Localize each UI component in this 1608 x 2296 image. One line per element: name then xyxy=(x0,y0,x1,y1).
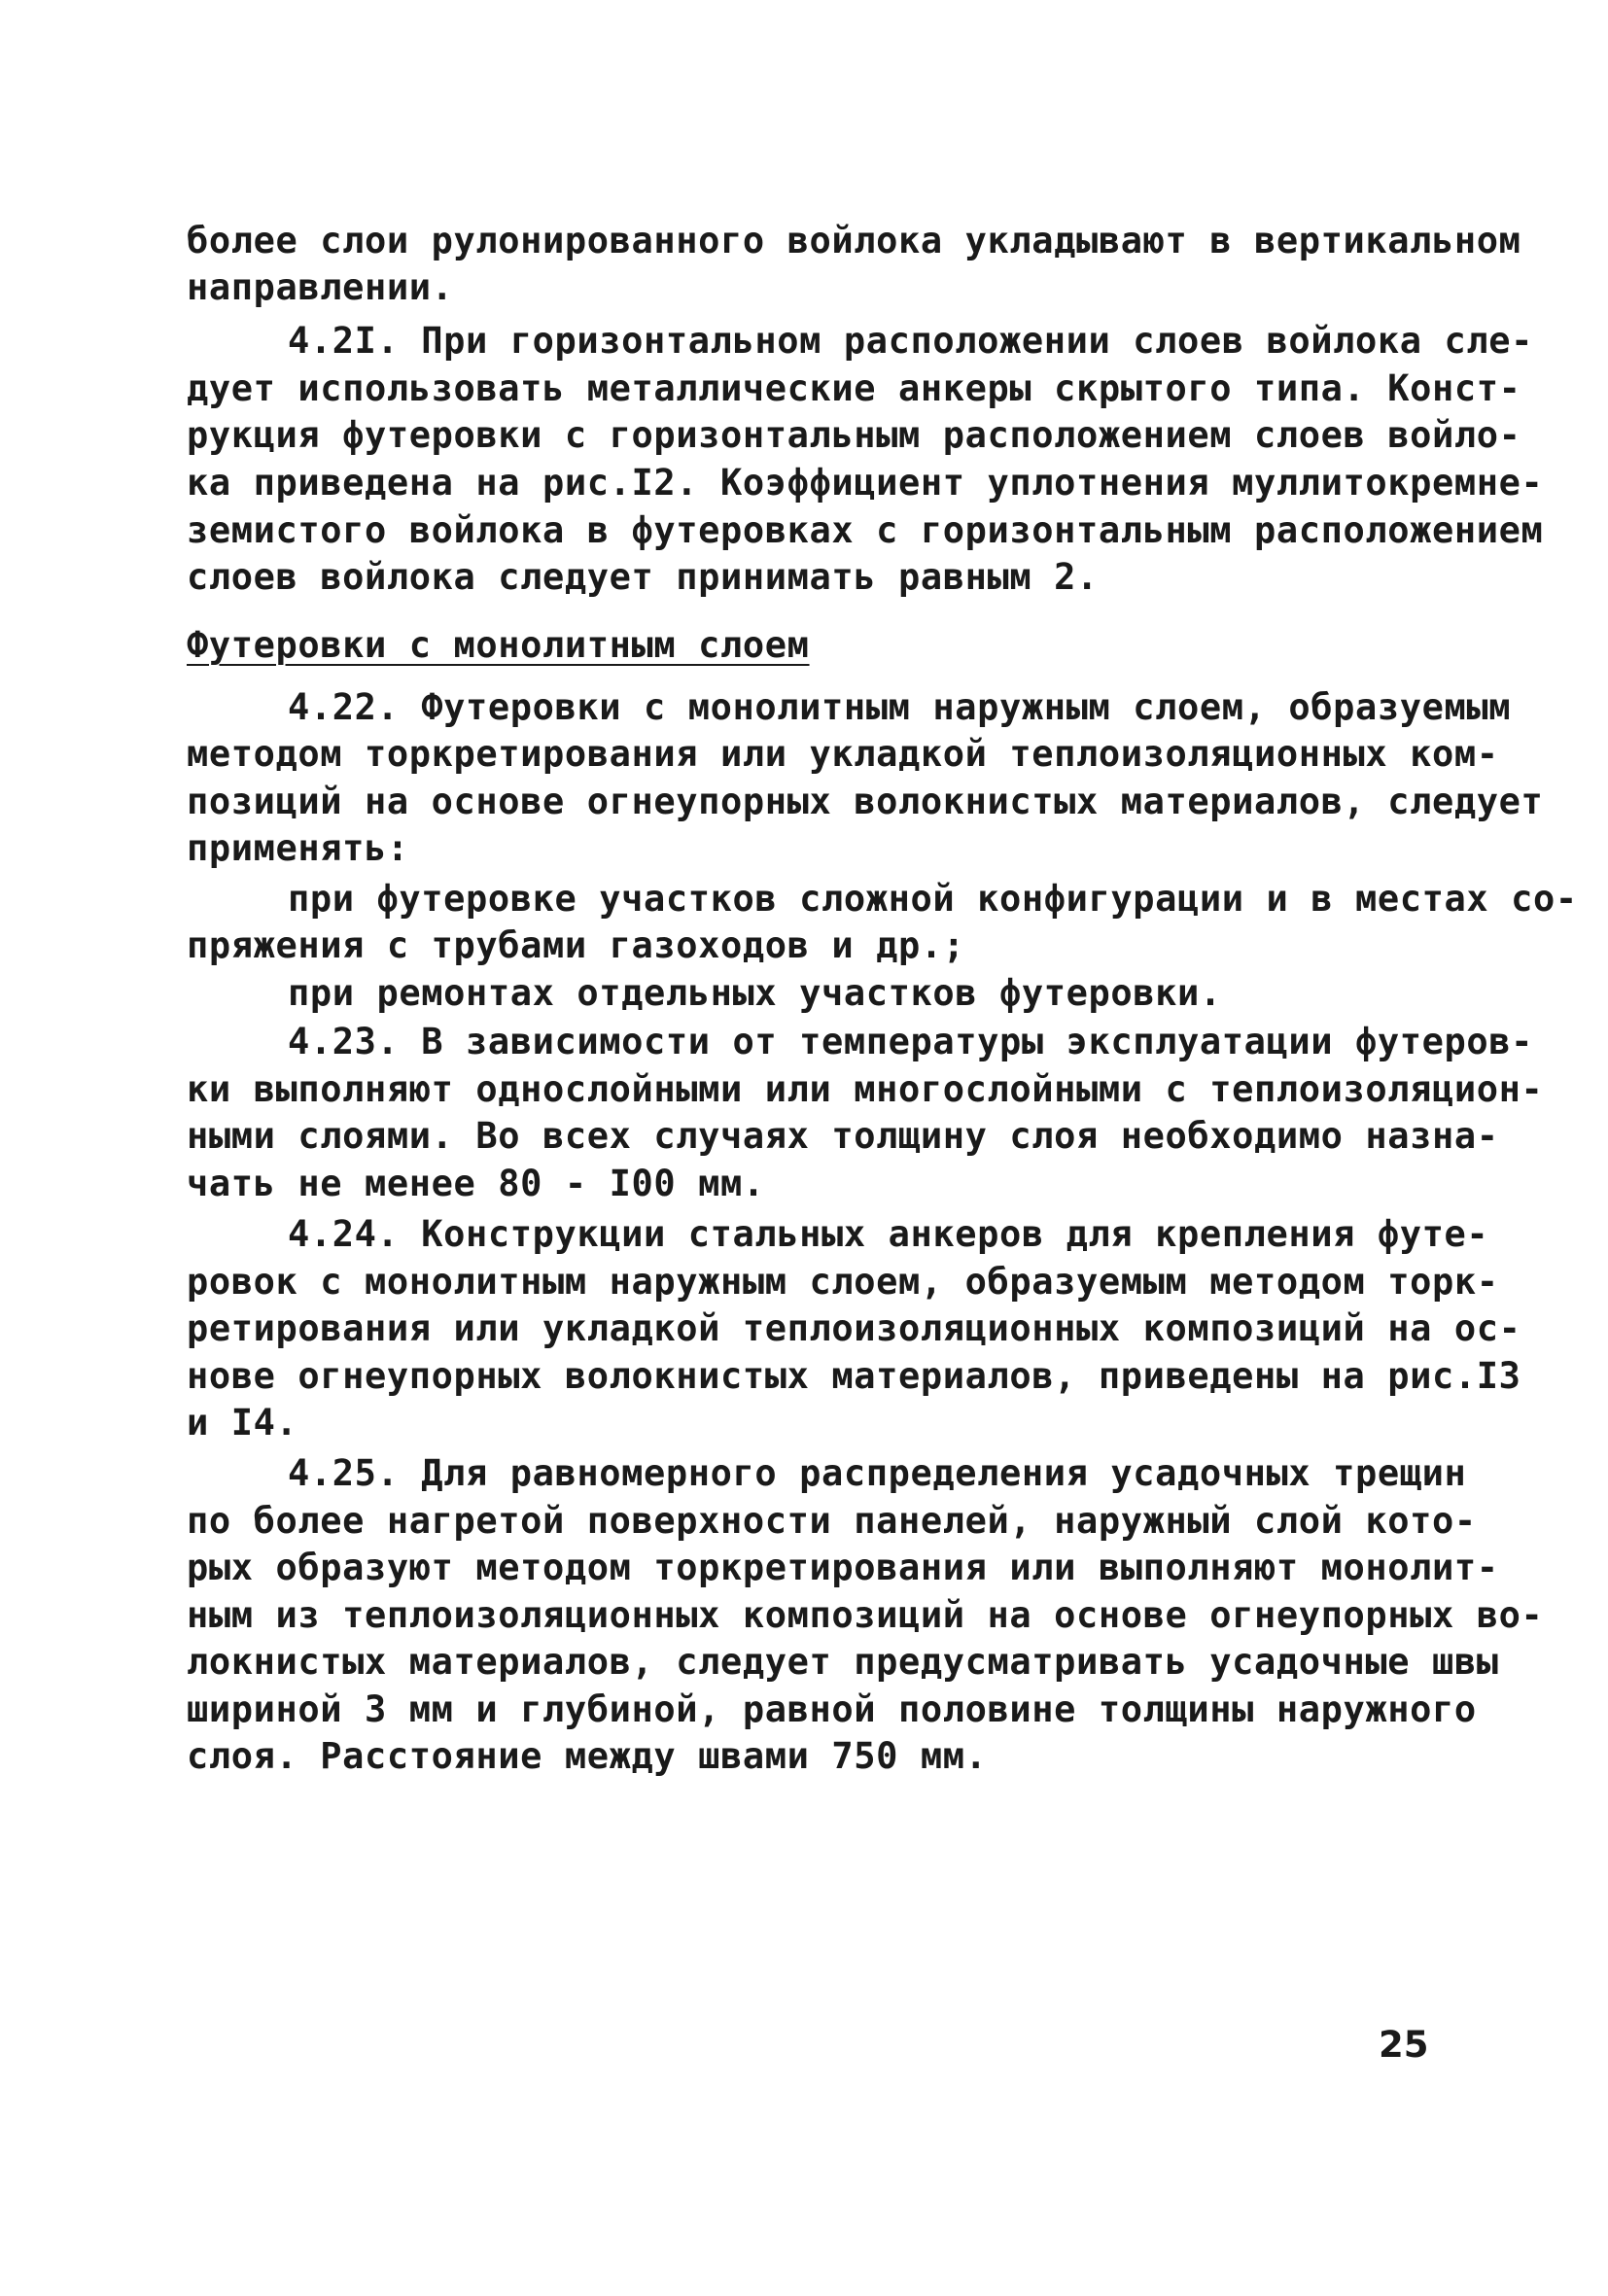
paragraph-4-22: 4.22. Футеровки с монолитным наружным слоем, образуемым xyxy=(288,686,1512,728)
text-line: применять: xyxy=(187,827,409,869)
text-line: ретирования или укладкой теплоизоляционных композиций на ос- xyxy=(187,1307,1521,1349)
text-line: пряжения с трубами газоходов и др.; xyxy=(187,924,965,966)
text-line: нове огнеупорных волокнистых материалов, приведены на рис.I3 xyxy=(187,1355,1521,1397)
page-number: 25 xyxy=(1379,2024,1429,2066)
text-line: и I4. xyxy=(187,1402,298,1444)
text-line: более слои рулонированного войлока укладывают в вертикальном xyxy=(187,220,1521,261)
text-line: слоев войлока следует принимать равным 2. xyxy=(187,556,1099,598)
list-item: при ремонтах отдельных участков футеровки. xyxy=(288,972,1222,1014)
text-line: земистого войлока в футеровках с горизонтальным расположением xyxy=(187,509,1544,551)
paragraph-4-23: 4.23. В зависимости от температуры эксплуатации футеров- xyxy=(288,1021,1534,1062)
text-line: ки выполняют однослойными или многослойными с теплоизоляцион- xyxy=(187,1068,1544,1110)
text-line: по более нагретой поверхности панелей, наружный слой кото- xyxy=(187,1500,1477,1542)
text-line: чать не менее 80 - I00 мм. xyxy=(187,1163,765,1204)
text-line: ным из теплоизоляционных композиций на основе огнеупорных во- xyxy=(187,1594,1544,1636)
text-line: ровок с монолитным наружным слоем, образуемым методом торк- xyxy=(187,1261,1499,1303)
text-line: ка приведена на рис.I2. Коэффициент уплотнения муллитокремне- xyxy=(187,462,1544,504)
text-line: дует использовать металлические анкеры скрытого типа. Конст- xyxy=(187,367,1521,409)
text-line: позиций на основе огнеупорных волокнистых материалов, следует xyxy=(187,781,1544,822)
text-line: методом торкретирования или укладкой теплоизоляционных ком- xyxy=(187,733,1499,775)
text-line: рых образуют методом торкретирования или выполняют монолит- xyxy=(187,1547,1499,1588)
text-line: ными слоями. Во всех случаях толщину слоя необходимо назна- xyxy=(187,1115,1499,1157)
list-item: при футеровке участков сложной конфигурации и в местах со- xyxy=(288,878,1578,920)
text-line: шириной 3 мм и глубиной, равной половине толщины наружного xyxy=(187,1688,1477,1730)
paragraph-4-21: 4.2I. При горизонтальном расположении слоев войлока сле- xyxy=(288,320,1534,362)
text-line: направлении. xyxy=(187,266,454,308)
text-line: слоя. Расстояние между швами 750 мм. xyxy=(187,1735,988,1777)
text-line: локнистых материалов, следует предусматривать усадочные швы xyxy=(187,1641,1499,1683)
text-line: рукция футеровки с горизонтальным расположением слоев войло- xyxy=(187,414,1521,456)
paragraph-4-25: 4.25. Для равномерного распределения усадочных трещин xyxy=(288,1452,1467,1494)
paragraph-4-24: 4.24. Конструкции стальных анкеров для крепления футе- xyxy=(288,1213,1489,1255)
section-heading: Футеровки с монолитным слоем xyxy=(187,624,810,666)
